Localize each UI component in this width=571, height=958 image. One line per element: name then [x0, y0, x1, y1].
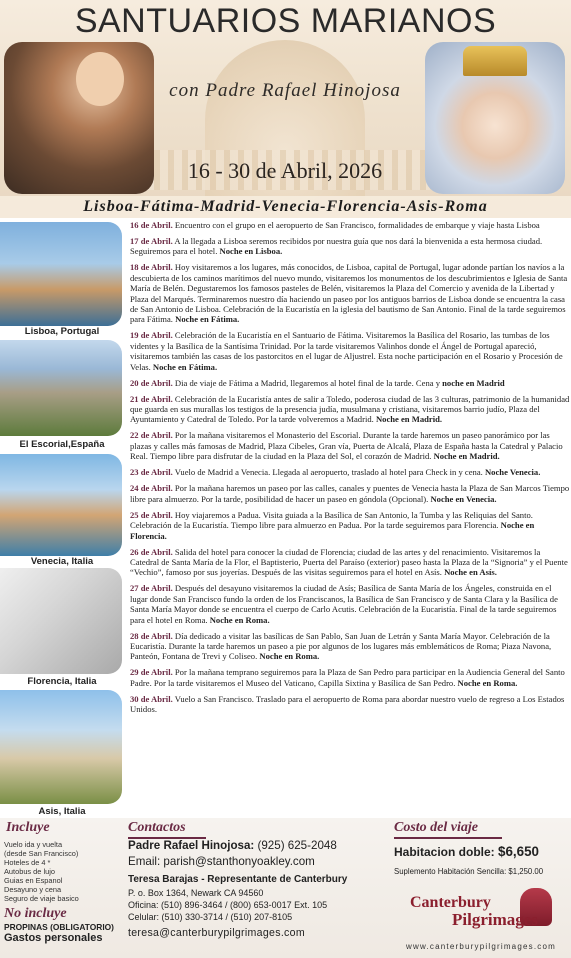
incluye-item: Guias en Espanol: [4, 876, 63, 885]
day-date: 24 de Abril.: [130, 483, 173, 494]
day-text: Por la mañana visitaremos el Monasterio del Escorial. Durante la tarde haremos un paseo panorámico por las plazas y calles más famosas de Madrid, Plaza Cibeles, Gran vía, Puerta de Alcalá, Plaza de España hasta la Catedral y Palacio Real. Tiempo libre para disfrutar de la ciudad en la Plaza del Sol, el corazón de Madrid.: [130, 430, 563, 462]
no-incluye-item: PROPINAS (OBLIGATORIO): [4, 922, 114, 932]
contact1-email[interactable]: Email: parish@stanthonyoakley.com: [128, 855, 315, 868]
no-incluye-item: Gastos personales: [4, 932, 103, 944]
contact2-name: Teresa Barajas - Representante de Canterbury: [128, 874, 348, 885]
cost-single: Suplemento Habitación Sencilla: $1,250.00: [394, 867, 544, 876]
day-text: Día dedicado a visitar las basílicas de San Pablo, San Juan de Letrán y Santa María Mayor. Celebración de la Eucaristía. Durante la tarde haremos un paseo a pie por algunos de los lugares más emblemáticos de Roma; Piaza Navona, Panteón, Fontana de Trevi y Coliseo.: [130, 630, 552, 662]
crown-icon: [463, 46, 527, 76]
day-night: Noche en Roma.: [259, 651, 320, 662]
day-date: 16 de Abril.: [130, 220, 173, 230]
day-night: Noche en Fátima.: [175, 314, 240, 325]
itinerary-day: [130, 236, 571, 257]
itinerary-day: [130, 467, 571, 477]
no-incluye-list: [4, 922, 122, 944]
day-text: Celebración de la Eucaristía en el Santuario de Fátima. Visitaremos la Basílica del Rosario, las tumbas de los videntes y la Basílica de la Santísima Trinidad. Por la tarde visitaremos Valinhos donde el Ángel de Portugal apareció, visitaremos también las casas de los pastorcitos en el lugar de Aljustrel. Esta noche participación en el Rosario y Procesión de Velas.: [130, 330, 563, 372]
day-night: Noche en Venecia.: [430, 493, 497, 504]
day-date: 18 de Abril.: [130, 262, 173, 273]
day-night: Noche en Fátima.: [152, 361, 218, 372]
incluye-item: Seguro de viaje basico: [4, 894, 79, 903]
no-incluye-title: No incluye: [4, 906, 67, 921]
day-date: 27 de Abril.: [130, 583, 173, 594]
florencia-photo: [0, 568, 122, 674]
costo-title: Costo del viaje: [394, 820, 478, 835]
itinerary: [130, 220, 571, 818]
photo-caption: Venecia, Italia: [30, 556, 94, 567]
incluye-item: Hoteles de 4 *: [4, 858, 51, 867]
website-link[interactable]: www.canterburypilgrimages.com: [406, 942, 556, 951]
contact2-office[interactable]: Oficina: (510) 896-3464 / (800) 653-0017 Ext. 105: [128, 900, 328, 910]
photo-caption: Lisboa, Portugal: [24, 326, 100, 337]
incluye-title: Incluye: [6, 820, 50, 835]
itinerary-day: [130, 667, 571, 688]
contact1-name: Padre Rafael Hinojosa:: [128, 839, 255, 852]
day-date: 26 de Abril.: [130, 546, 173, 557]
day-night: Noche en Lisboa.: [219, 246, 283, 257]
day-date: 30 de Abril.: [130, 693, 173, 704]
day-text: Dia de viaje de Fátima a Madrid, llegaremos al hotel final de la tarde. Cena y: [172, 377, 443, 388]
trip-dates: 16 - 30 de Abril, 2026: [187, 158, 383, 183]
day-date: 20 de Abril.: [130, 377, 173, 388]
day-date: 21 de Abril.: [130, 393, 173, 404]
page-subtitle: con Padre Rafael Hinojosa: [169, 80, 401, 101]
itinerary-day: [130, 583, 571, 625]
contactos-title: Contactos: [128, 820, 186, 835]
itinerary-day: [130, 430, 571, 461]
lisboa-photo: [0, 222, 122, 326]
day-night: Noche en Madrid.: [375, 414, 443, 425]
day-night: Noche en Florencia.: [130, 520, 535, 541]
itinerary-day: [130, 483, 571, 504]
day-night: noche en Madrid: [442, 377, 505, 388]
cost-value: $6,650: [498, 844, 539, 859]
header-banner: [0, 0, 571, 218]
cost-label: Habitacion doble:: [394, 845, 499, 859]
our-lady-of-fatima-image: [425, 42, 565, 194]
saint-anthony-image: [4, 42, 154, 194]
itinerary-day: [130, 631, 571, 662]
route-bar: Lisboa-Fátima-Madrid-Venecia-Florencia-Asis-Roma: [0, 196, 571, 218]
itinerary-day: [130, 394, 571, 425]
logo-line2: Pilgrimages: [452, 910, 538, 929]
photo-caption: Florencia, Italia: [27, 676, 97, 687]
cost-double: [394, 844, 571, 859]
itinerary-day: [130, 510, 571, 541]
day-night: Noche en Roma.: [457, 677, 518, 688]
itinerary-day: [130, 262, 571, 324]
day-text: Por la mañana haremos un paseo por las calles, canales y puentes de Venecia hasta la Plaza de San Marcos Tiempo libre para almuerzo. Por la tarde, posibilidad de hacer un paseo en góndola (Opcional).: [130, 483, 570, 504]
incluye-item: Desayuno y cena: [4, 885, 62, 894]
contact2-cell[interactable]: Celular: (510) 330-3714 / (510) 207-8105: [128, 912, 293, 922]
day-date: 19 de Abril.: [130, 330, 173, 341]
itinerary-day: [130, 547, 571, 578]
contact2-address: P. o. Box 1364, Newark CA 94560: [128, 888, 264, 898]
canterbury-logo: [410, 894, 560, 936]
day-date: 29 de Abril.: [130, 667, 173, 678]
incluye-list: [4, 840, 122, 903]
day-text: Por la mañana temprano seguiremos para la Plaza de San Pedro para participar en la Audiencia General del Santo Padre. Por la tarde visitaremos el Museo del Vaticano, Capilla Sixtina y Basílica de San Pedro.: [130, 667, 565, 688]
incluye-item: Vuelo ida y vuelta: [4, 840, 63, 849]
photo-caption: El Escorial,España: [19, 439, 105, 450]
day-date: 25 de Abril.: [130, 509, 173, 520]
day-night: Noche en Roma.: [209, 614, 270, 625]
itinerary-day: [130, 378, 571, 388]
day-night: Noche Venecia.: [484, 467, 541, 478]
day-text: Hoy visitaremos a los lugares, más conocidos, de Lisboa, capital de Portugal, lugar adonde partían los navíos a la descubierta de los caminos marítimos del nuevo mundo, visitaremos los monumentos de los descubrimientos e Iglesia de Santa María de Belén. Degustaremos los famosos pasteles de Belén, visitaremos la Plaza del Comercio y avenida de la Libertad y Plaza del Marqués. Terminaremos nuestro día haciendo un paseo por los antiguos barrios de Lisboa donde se encuentra la casa de San Antonio de Lisboa. Celebración de la Eucaristía en la iglesia del bautismo de San Antonio. Final de la tarde seguiremos para Fátima.: [130, 262, 568, 325]
photo-caption: Asis, Italia: [38, 806, 86, 817]
contact1-phone[interactable]: (925) 625-2048: [254, 839, 337, 852]
venecia-photo: [0, 454, 122, 556]
incluye-item: (desde San Francisco): [4, 849, 79, 858]
day-date: 17 de Abril.: [130, 236, 173, 246]
contacts-block: [128, 836, 390, 939]
day-night: Noche en Asís.: [444, 567, 497, 578]
day-text: Después del desayuno visitaremos la ciudad de Asís; Basílica de Santa María de los Ángeles, construida en el lugar donde San Francisco fundo la orden de los Franciscanos, la Basílica de San Francisco y de Santa Clara y la Basílica de Santa María Mayor donde se encuentra el cuerpo de Carlo Acutis. Celebración de la Eucaristía. Final de la tarde seguiremos para el hotel en Roma.: [130, 583, 558, 625]
day-date: 23 de Abril.: [130, 467, 173, 478]
day-text: Vuelo de Madrid a Venecia. Llegada al aeropuerto, traslado al hotel para Check in y cena.: [172, 467, 485, 478]
day-text: Hoy viajaremos a Padua. Visita guiada a la Basílica de San Antonio, la Tumba y las Reliquias del Santo. Celebración de la Eucaristía. Tiempo libre para almuerzo en Padua. Por la tarde seguiremos para Florencia.: [130, 509, 533, 531]
destination-photos: [0, 218, 124, 818]
day-text: Encuentro con el grupo en el aeropuerto de San Francisco, formalidades de embarque y viaje hasta Lisboa: [172, 220, 540, 230]
day-text: Celebración de la Eucaristía antes de salir a Toledo, poderosa ciudad de las 3 culturas, patrimonio de la humanidad que guarda en sus murallas los testigos de la presencia judía, musulmana y cristiana, visitaremos barrio judío, Plaza del Ayuntamiento y Catedral de Toledo. Por la tarde volveremos a Madrid.: [130, 393, 570, 425]
day-date: 28 de Abril.: [130, 630, 173, 641]
child-figure: [76, 52, 124, 106]
escorial-photo: [0, 340, 122, 436]
itinerary-day: [130, 220, 571, 230]
asis-photo: [0, 690, 122, 804]
itinerary-day: [130, 694, 571, 715]
day-date: 22 de Abril.: [130, 430, 173, 441]
footer: [0, 818, 571, 958]
page-title: SANTUARIOS MARIANOS: [74, 2, 497, 40]
itinerary-day: [130, 330, 571, 372]
cost-block: [394, 836, 571, 876]
day-text: Salida del hotel para conocer la ciudad de Florencia; ciudad de las artes y del renacimiento. Visitaremos la Catedral de Santa María de la Flor, el Baptisterio, Puerta del Paraíso (exterior) paseo hasta la Plaza de la “Signoria” y el Puente “Vechio”, famoso por sus joyerías. Después de las visitas seguiremos para el hotel en Asís.: [130, 546, 568, 578]
logo-line1: Canterbury: [410, 894, 491, 911]
day-text: Vuelo a San Francisco. Traslado para el aeropuerto de Roma para abordar nuestro vuelo de regreso a Los Estados Unidos.: [130, 693, 565, 715]
day-night: Noche en Madrid.: [433, 451, 500, 462]
contact2-email[interactable]: teresa@canterburypilgrimages.com: [128, 927, 305, 939]
incluye-item: Autobus de lujo: [4, 867, 55, 876]
day-text: A la llegada a Lisboa seremos recibidos por nuestra guía que nos dará la bienvenida a esta hermosa ciudad. Seguiremos para el hotel.: [130, 236, 543, 257]
